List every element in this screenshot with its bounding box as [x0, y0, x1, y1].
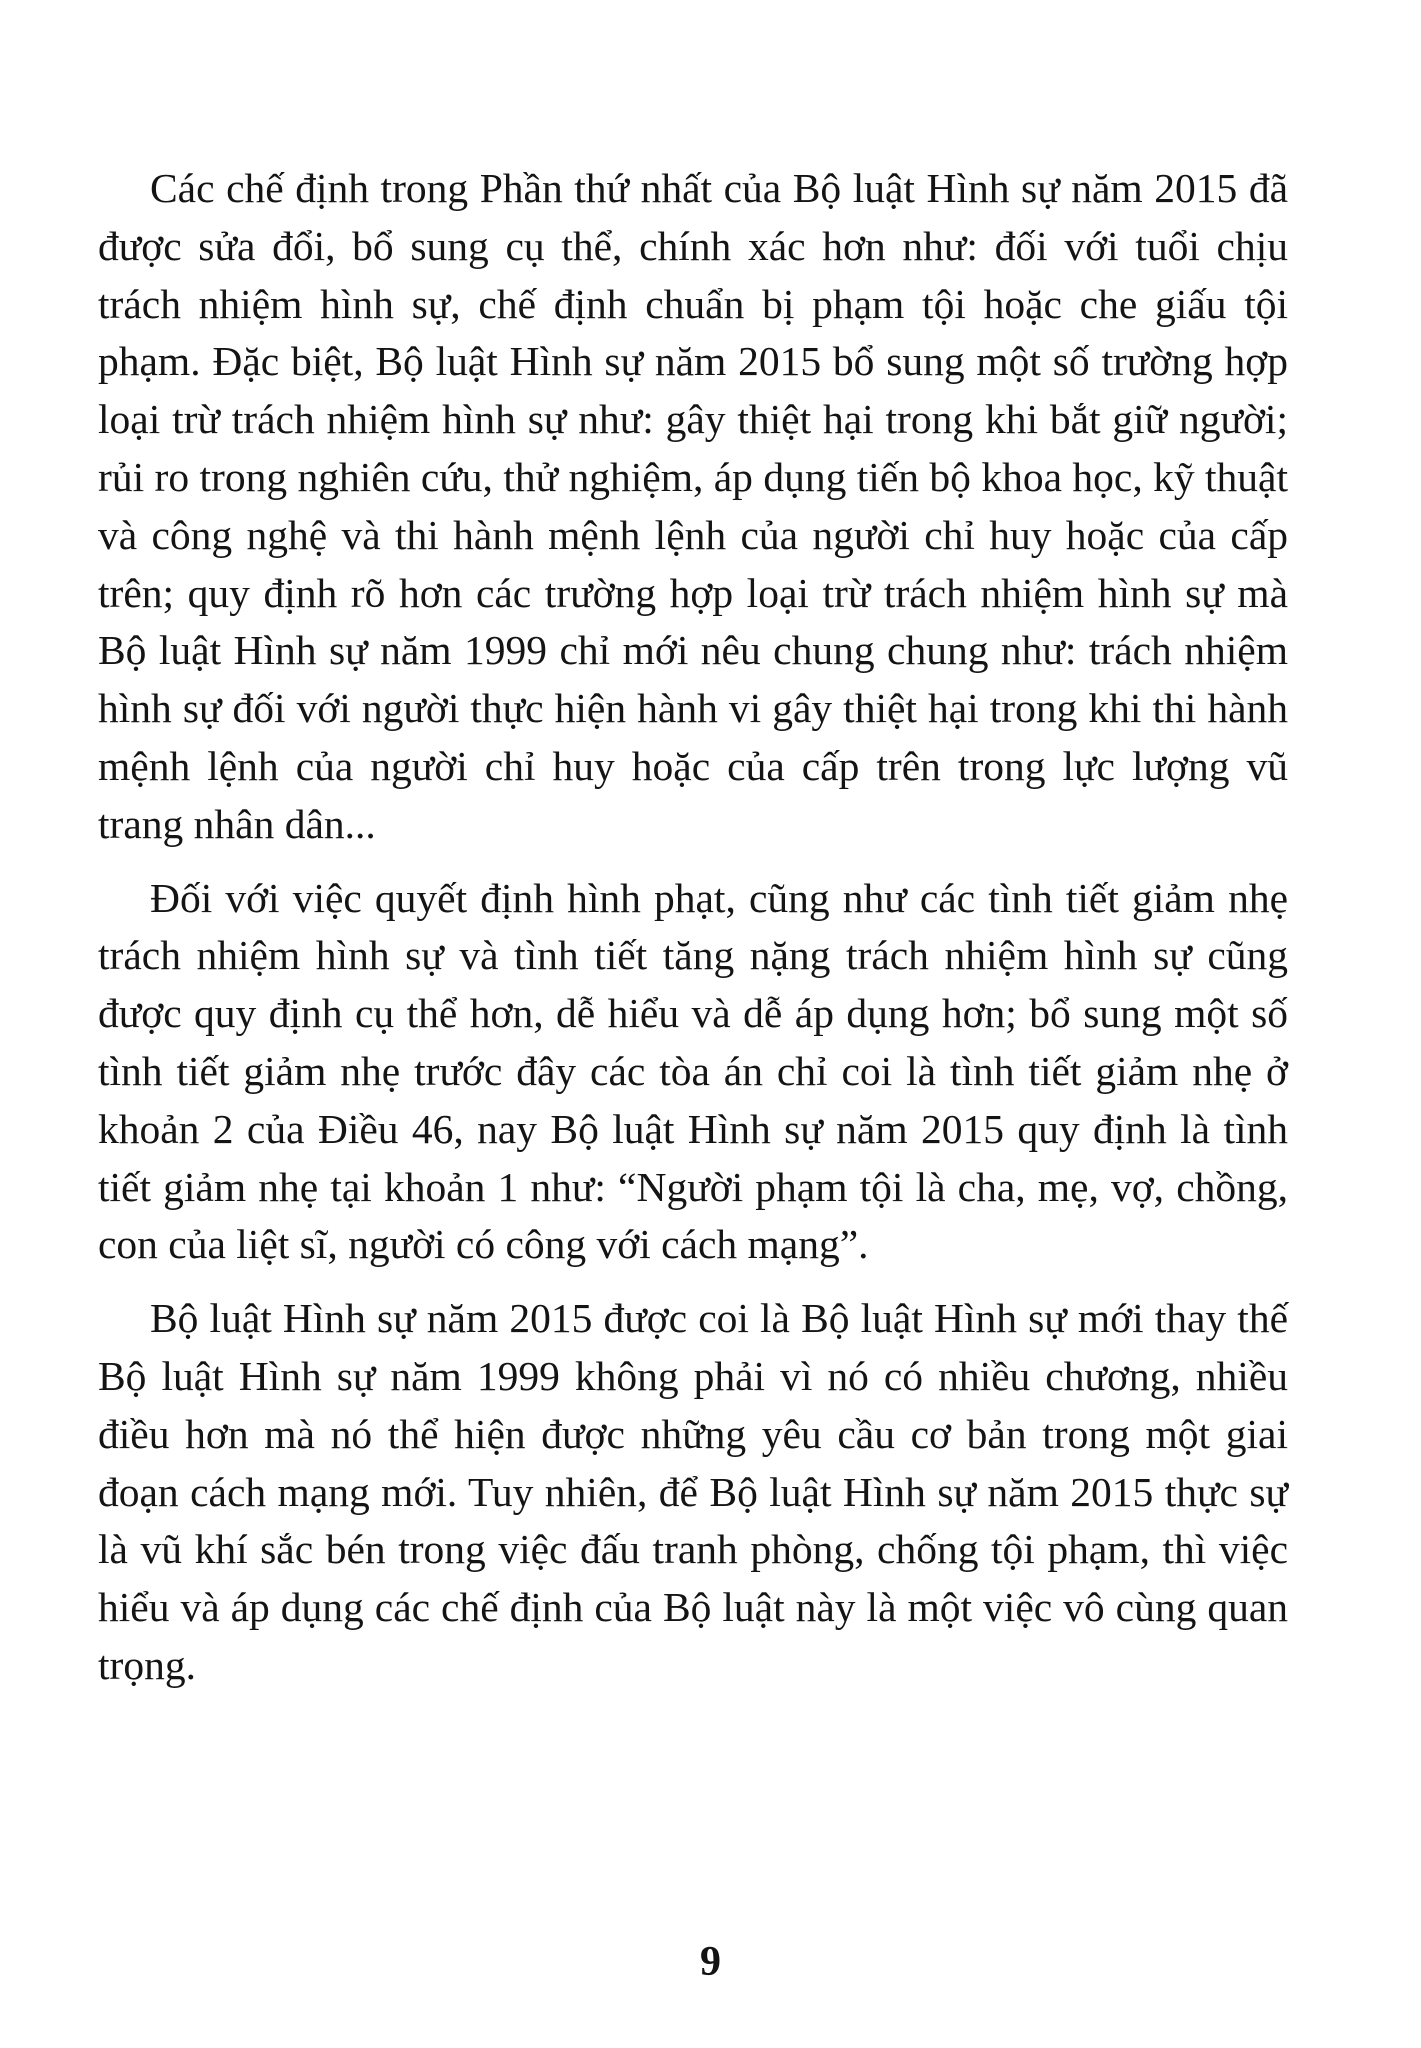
page-number: 9: [700, 1939, 721, 1985]
body-text: [98, 160, 1288, 1711]
paragraph-2: Đối với việc quyết định hình phạt, cũng như các tình tiết giảm nhẹ trách nhiệm hình sự và tình tiết tăng nặng trách nhiệm hình sự cũng được quy định cụ thể hơn, dễ hiểu và dễ áp dụng hơn; bổ sung một số tình tiết giảm nhẹ trước đây các tòa án chỉ coi là tình tiết giảm nhẹ ở khoản 2 của Điều 46, nay Bộ luật Hình sự năm 2015 quy định là tình tiết giảm nhẹ tại khoản 1 như: “Người phạm tội là cha, mẹ, vợ, chồng, con của liệt sĩ, người có công với cách mạng”.: [98, 874, 1288, 1268]
paragraph-1: Các chế định trong Phần thứ nhất của Bộ luật Hình sự năm 2015 đã được sửa đổi, bổ sung cụ thể, chính xác hơn như: đối với tuổi chịu trách nhiệm hình sự, chế định chuẩn bị phạm tội hoặc che giấu tội phạm. Đặc biệt, Bộ luật Hình sự năm 2015 bổ sung một số trường hợp loại trừ trách nhiệm hình sự như: gây thiệt hại trong khi bắt giữ người; rủi ro trong nghiên cứu, thử nghiệm, áp dụng tiến bộ khoa học, kỹ thuật và công nghệ và thi hành mệnh lệnh của người chỉ huy hoặc của cấp trên; quy định rõ hơn các trường hợp loại trừ trách nhiệm hình sự mà Bộ luật Hình sự năm 1999 chỉ mới nêu chung chung như: trách nhiệm hình sự đối với người thực hiện hành vi gây thiệt hại trong khi thi hành mệnh lệnh của người chỉ huy hoặc của cấp trên trong lực lượng vũ trang nhân dân...: [98, 165, 1288, 847]
paragraph-3: Bộ luật Hình sự năm 2015 được coi là Bộ luật Hình sự mới thay thế Bộ luật Hình sự năm 1999 không phải vì nó có nhiều chương, nhiều điều hơn mà nó thể hiện được những yêu cầu cơ bản trong một giai đoạn cách mạng mới. Tuy nhiên, để Bộ luật Hình sự năm 2015 thực sự là vũ khí sắc bén trong việc đấu tranh phòng, chống tội phạm, thì việc hiểu và áp dụng các chế định của Bộ luật này là một việc vô cùng quan trọng.: [98, 1295, 1288, 1688]
